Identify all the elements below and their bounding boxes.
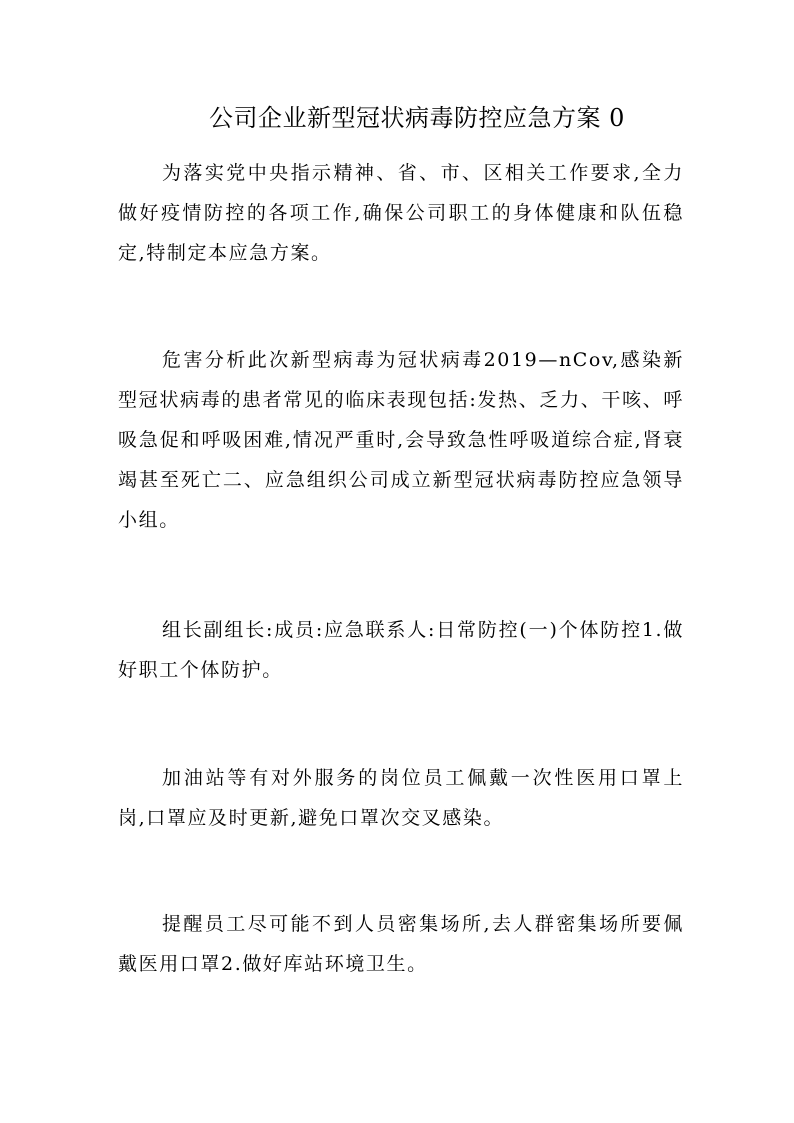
paragraph-hazard-analysis: 危害分析此次新型病毒为冠状病毒2019—nCov,感染新型冠状病毒的患者常见的临床表现包括:发热、乏力、干咳、呼吸急促和呼吸困难,情况严重时,会导致急性呼吸道综合症,肾衰竭甚至死亡二、应急组织公司成立新型冠状病毒防控应急领导小组。	[118, 349, 684, 531]
paragraph-organization: 组长副组长:成员:应急联系人:日常防控(一)个体防控1.做好职工个体防护。	[118, 619, 684, 681]
document-title: 公司企业新型冠状病毒防控应急方案 0	[209, 104, 625, 132]
paragraph-mask-requirement: 加油站等有对外服务的岗位员工佩戴一次性医用口罩上岗,口罩应及时更新,避免口罩次交叉感染。	[118, 767, 684, 829]
paragraph-purpose: 为落实党中央指示精神、省、市、区相关工作要求,全力做好疫情防控的各项工作,确保公司职工的身体健康和队伍稳定,特制定本应急方案。	[118, 162, 684, 264]
paragraph-crowd-avoidance: 提醒员工尽可能不到人员密集场所,去人群密集场所要佩戴医用口罩2.做好库站环境卫生。	[118, 913, 684, 975]
